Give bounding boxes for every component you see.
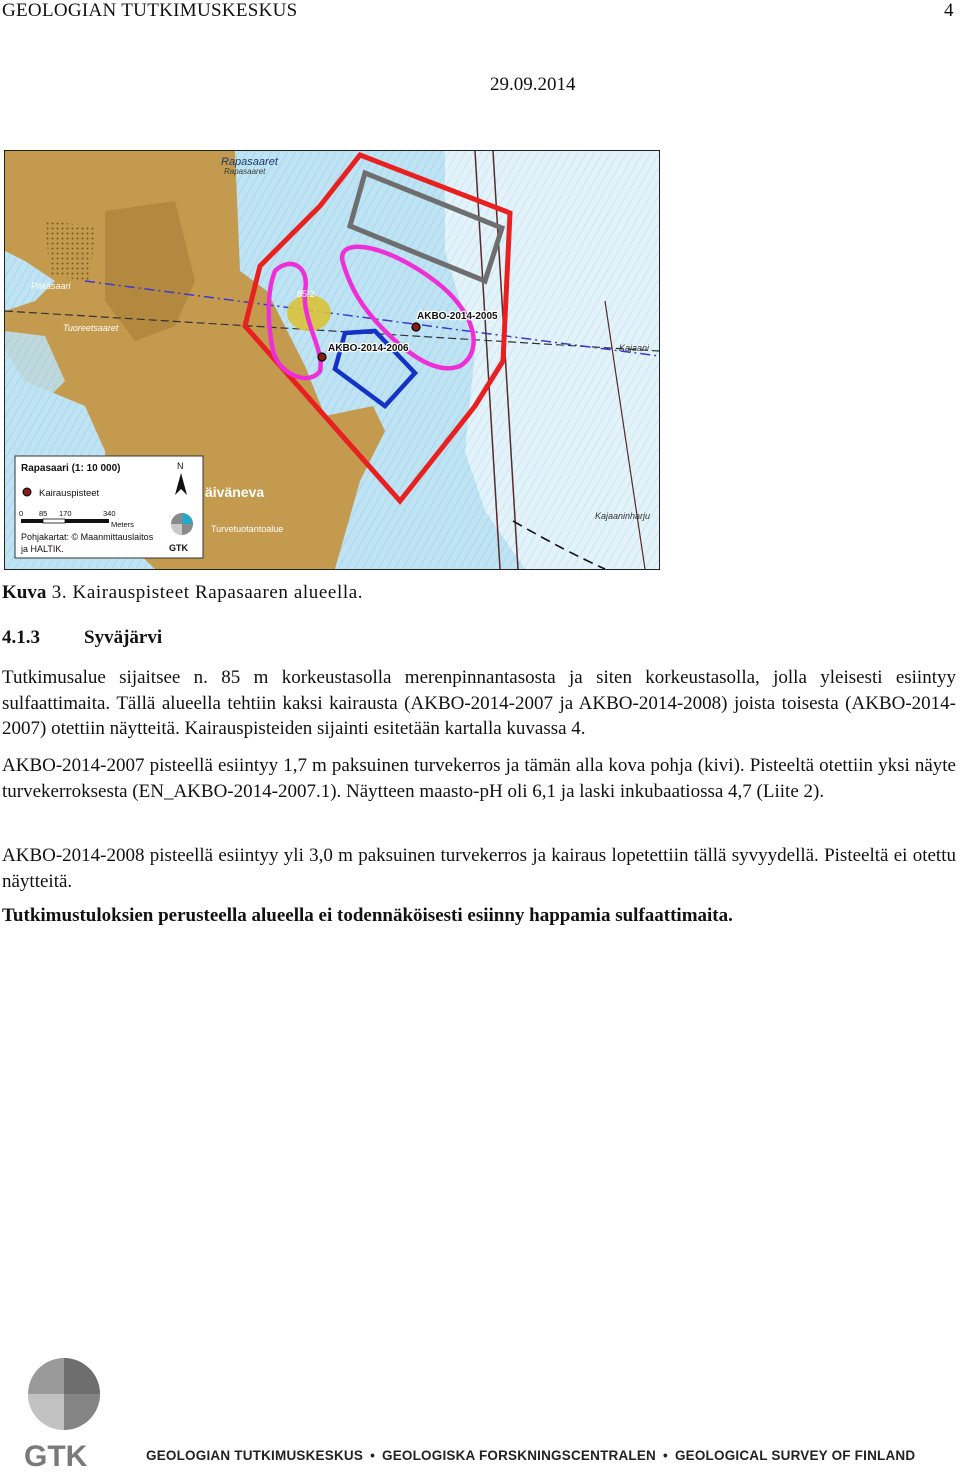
study-area-map xyxy=(4,150,660,570)
map-label-turvetuotantoalue: Turvetuotantoalue xyxy=(211,524,284,534)
header-organization: GEOLOGIAN TUTKIMUSKESKUS xyxy=(2,0,298,21)
legend-north: N xyxy=(177,461,184,471)
map-label-tuoreetsaaret: Tuoreetsaaret xyxy=(63,323,119,333)
footer-org-fi: GEOLOGIAN TUTKIMUSKESKUS xyxy=(146,1448,364,1463)
footer-separator-bullet: • xyxy=(663,1448,668,1463)
legend-point-symbol xyxy=(23,488,31,496)
footer-separator-bullet: • xyxy=(370,1448,375,1463)
footer-org-sv: GEOLOGISKA FORSKNINGSCENTRALEN xyxy=(382,1448,657,1463)
scale-unit: Meters xyxy=(111,520,134,529)
map-label-rapasaaret: Rapasaaret xyxy=(221,156,278,168)
map-label-rapasaaret-small: Rapasaaret xyxy=(224,167,266,176)
map-legend xyxy=(15,456,203,558)
basemap-credit-line2: ja HALTIK. xyxy=(21,544,64,554)
scale-tick-85: 85 xyxy=(39,509,48,518)
paragraph-1: Tutkimusalue sijaitsee n. 85 m korkeustasolla merenpinnantasosta ja siten korkeustasolla, jolla yleisesti esiintyy sulfaattimaita. Tällä alueella tehtiin kaksi kairausta (AKBO-2014-2007 ja AKBO-2014-2008) joista toisesta (AKBO-2014-2007) otettiin näytteitä. Kairauspisteiden sijainti esitetään kartalla kuvassa 4. xyxy=(2,667,956,739)
caption-label: Kuva xyxy=(2,582,47,603)
conclusion-paragraph: Tutkimustuloksien perusteella alueella ei todennäköisesti esiinny happamia sulfaattimaita. xyxy=(2,905,733,926)
gtk-footer-logo xyxy=(18,1352,110,1470)
section-number: 4.1.3 xyxy=(2,627,40,648)
footer-org-en: GEOLOGICAL SURVEY OF FINLAND xyxy=(674,1448,916,1463)
footer-organization-names xyxy=(146,1448,915,1463)
figure-caption xyxy=(2,582,363,604)
sample-point-2006 xyxy=(318,353,326,361)
legend-title: Rapasaari (1: 10 000) xyxy=(21,463,121,474)
scale-tick-340: 340 xyxy=(103,509,116,518)
map-label-pitkasaari: Pitkäsaari xyxy=(31,281,71,291)
page-number: 4 xyxy=(944,0,954,21)
gtk-globe-icon xyxy=(28,1358,100,1430)
map-label-kajaani: Kajaani xyxy=(619,343,650,353)
caption-text: 3. Kairauspisteet Rapasaaren alueella. xyxy=(51,582,364,603)
legend-point-label: Kairauspisteet xyxy=(39,488,100,499)
sample-point-2005 xyxy=(412,323,420,331)
scale-tick-0: 0 xyxy=(19,509,24,518)
scale-bar xyxy=(21,519,109,523)
paragraph-3: AKBO-2014-2008 pisteellä esiintyy yli 3,0 m paksuinen turvekerros ja kairaus lopetettiin tällä syvyydellä. Pisteeltä ei otettu näytteitä. xyxy=(2,845,956,892)
point-label-2005: AKBO-2014-2005 xyxy=(417,311,498,322)
section-heading xyxy=(2,627,162,649)
point-label-2006: AKBO-2014-2006 xyxy=(328,343,409,354)
map-label-kajaaninharju: Kajaaninharju xyxy=(595,511,651,521)
legend-gtk-logo-icon xyxy=(171,513,193,535)
paragraph-2: AKBO-2014-2007 pisteellä esiintyy 1,7 m paksuinen turvekerros ja tämän alla kova pohja (kivi). Pisteeltä otettiin yksi näyte turvekerroksesta (EN_AKBO-2014-2007.1). Näytteen maasto-pH oli 6,1 ja laski inkubaatiossa 4,7 (Liite 2). xyxy=(2,755,956,802)
legend-logo-text: GTK xyxy=(169,543,188,553)
footer-logo-text: GTK xyxy=(24,1440,88,1470)
scale-tick-170: 170 xyxy=(59,509,72,518)
elevation-label: 85.2 xyxy=(297,289,315,299)
section-title: Syväjärvi xyxy=(84,627,163,648)
map-label-neva: äiväneva xyxy=(205,484,265,500)
document-date: 29.09.2014 xyxy=(490,74,576,95)
basemap-credit-line1: Pohjakartat: © Maanmittauslaitos xyxy=(21,532,154,542)
